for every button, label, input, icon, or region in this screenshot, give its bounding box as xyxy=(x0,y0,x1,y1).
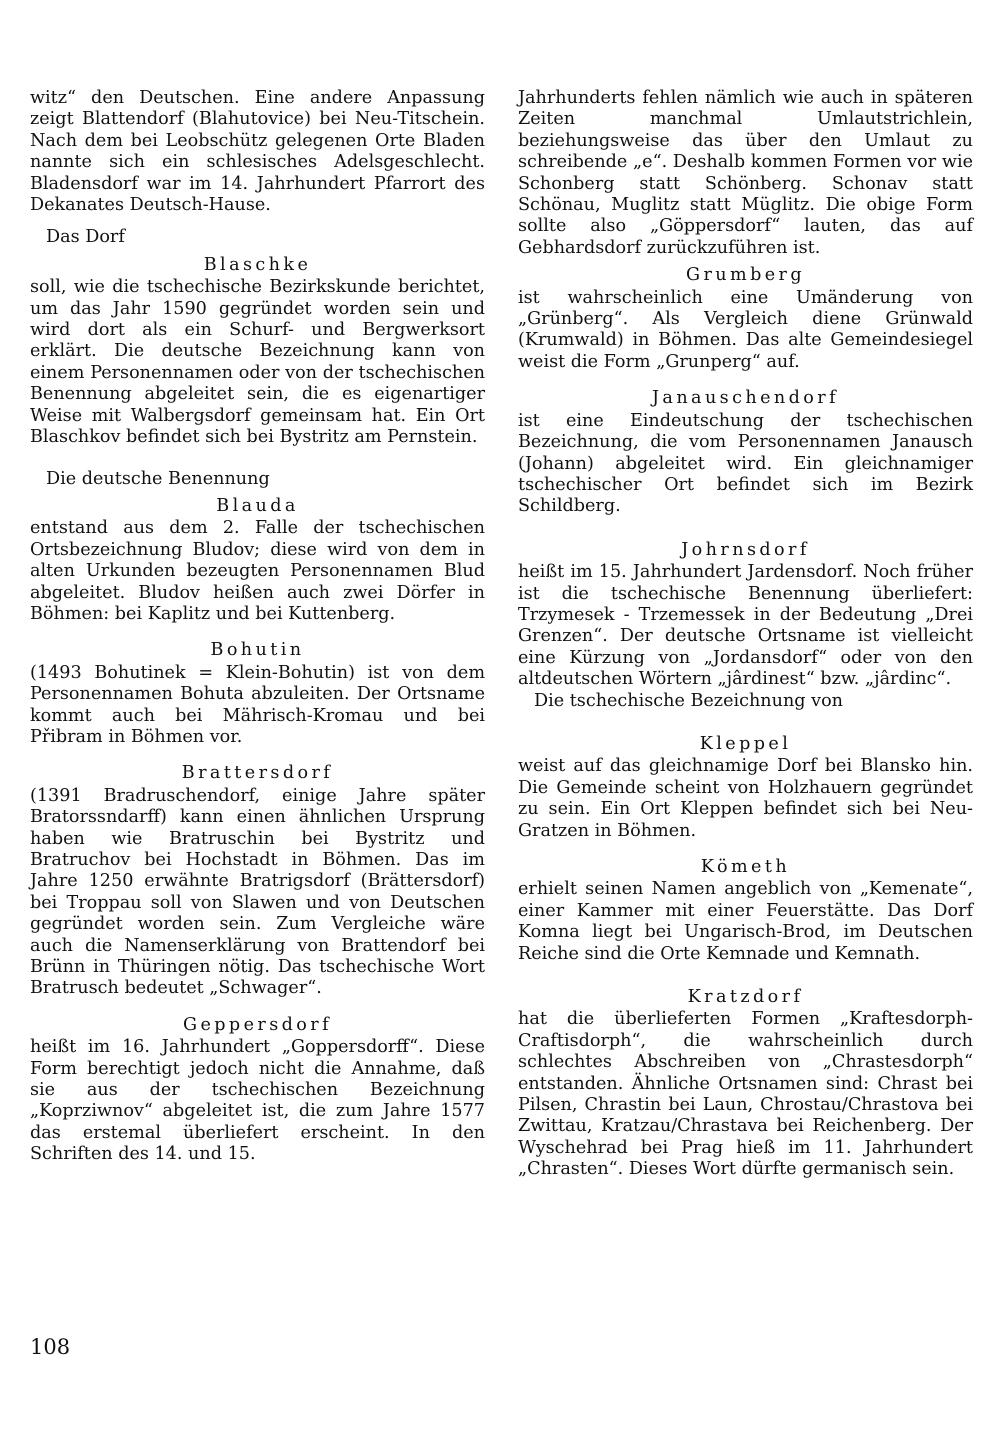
paragraph-kratzdorf: hat die überlieferten Formen „Kraftesdorph-Craftisdorph“, die wahrscheinlich durch schlechtes Abschreiben von „Chrastesdorph“ entstanden. Ähnliche Ortsnamen sind: Chrast bei Pilsen, Chrastin bei Laun, Chrostau/Chrastova bei Zwittau, Kratzau/Chrastava bei Reichenberg. Der Wyschehrad bei Prag hieß im 11. Jahrhundert „Chrasten“. Dieses Wort dürfte germanisch sein. xyxy=(518,1009,973,1180)
heading-blaschke: Blaschke xyxy=(203,254,312,275)
paragraph-johrnsdorf: heißt im 15. Jahrhundert Jardensdorf. Noch früher ist die tschechische Benennung überliefert: Trzymesek - Trzemessek in der Bedeutung „Drei Grenzen“. Der deutsche Ortsname ist vielleicht eine Kürzung von „Jordansdorf“ oder von den altdeutschen Wörtern „jârdinest“ bzw. „jârdinc“. xyxy=(518,562,973,690)
lead-kleppel: Die tschechische Bezeichnung von xyxy=(534,690,844,711)
paragraph-kleppel: weist auf das gleichnamige Dorf bei Blansko hin. Die Gemeinde scheint von Holzhauern gegründet zu sein. Ein Ort Kleppen befindet sich bei Neu-Gratzen in Böhmen. xyxy=(518,756,973,841)
paragraph-blauda: entstand aus dem 2. Falle der tschechischen Ortsbezeichnung Bludov; diese wird von dem in alten Urkunden bezeugten Personennamen Blud abgeleitet. Bludov heißen auch zwei Dörfer in Böhmen: bei Kaplitz und bei Kuttenberg. xyxy=(30,518,485,624)
heading-kometh: Kömeth xyxy=(700,857,791,877)
paragraph-blaschke: soll, wie die tschechische Bezirkskunde berichtet, um das Jahr 1590 gegründet worden sein und wird dort als ein Schurf- und Bergwerksort erklärt. Die deutsche Bezeichnung kann von einem Personennamen oder von der tschechischen Benennung abgeleitet sein, die es eigenartiger Weise mit Walbergsdorf gemeinsam hat. Ein Ort Blaschkov befindet sich bei Bystritz am Pernstein. xyxy=(30,277,485,448)
heading-johrnsdorf: Johrnsdorf xyxy=(681,539,810,560)
paragraph-grumberg: ist wahrscheinlich eine Umänderung von „Grünberg“. Als Vergleich diene Grünwald (Krumwald) in Böhmen. Das alte Gemeindesiegel weist die Form „Grunperg“ auf. xyxy=(518,287,973,372)
heading-bohutin: Bohutin xyxy=(210,640,305,661)
paragraph-bohutin: (1493 Bohutinek = Klein-Bohutin) ist von dem Personennamen Bohuta abzuleiten. Der Ortsname kommt auch bei Mährisch-Kromau und bei Přibram in Böhmen vor. xyxy=(30,662,485,747)
paragraph-intro-left: witz“ den Deutschen. Eine andere Anpassung zeigt Blattendorf (Blahutovice) bei Neu-Titschein. Nach dem bei Leobschütz gelegenen Orte Bladen nannte sich ein schlesisches Adelsgeschlecht. Bladensdorf war im 14. Jahrhundert Pfarrort des Dekanates Deutsch-Hause. xyxy=(30,88,485,216)
paragraph-geppersdorf: heißt im 16. Jahrhundert „Goppersdorff“. Diese Form berechtigt jedoch nicht die Annahme, daß sie aus der tschechischen Bezeichnung „Koprziwnov“ abgeleitet ist, die zum Jahre 1577 das erstemal überliefert erscheint. In den Schriften des 14. und 15. xyxy=(30,1037,485,1165)
heading-kratzdorf: Kratzdorf xyxy=(687,987,804,1008)
heading-blauda: Blauda xyxy=(216,495,299,516)
heading-grumberg: Grumberg xyxy=(685,265,806,286)
left-column xyxy=(30,88,485,1166)
lead-blaschke: Das Dorf xyxy=(46,227,125,248)
paragraph-kometh: erhielt seinen Namen angeblich von „Kemenate“, einer Kammer mit einer Feuerstätte. Das Dorf Komna liegt bei Ungarisch-Brod, im Deutschen Reiche sind die Orte Kemnade und Kemnath. xyxy=(518,879,973,964)
heading-geppersdorf: Geppersdorf xyxy=(182,1014,333,1035)
heading-janauschendorf: Janauschendorf xyxy=(651,388,840,409)
heading-brattersdorf: Brattersdorf xyxy=(181,763,334,784)
right-column xyxy=(518,88,973,1181)
paragraph-intro-right: Jahrhunderts fehlen nämlich wie auch in späteren Zeiten manchmal Umlautstrichlein, beziehungsweise das über den Umlaut zu schreibende „e“. Deshalb kommen Formen vor wie Schonberg statt Schönberg. Schonav statt Schönau, Muglitz statt Müglitz. Die obige Form sollte also „Göppersdorf“ lauten, das auf Gebhardsdorf zurückzuführen ist. xyxy=(518,88,973,258)
page-number: 108 xyxy=(30,1335,71,1359)
lead-blauda: Die deutsche Benennung xyxy=(46,468,270,489)
paragraph-janauschendorf: ist eine Eindeutschung der tschechischen Bezeichnung, die vom Personennamen Janausch (Johann) abgeleitet wird. Ein gleichnamiger tschechischer Ort befindet sich im Bezirk Schildberg. xyxy=(518,410,973,517)
paragraph-brattersdorf: (1391 Bradruschendorf, einige Jahre später Bratorssndarff) kann einen ähnlichen Ursprung haben wie Bratruschin bei Bystritz und Bratruchov bei Hochstadt in Böhmen. Das im Jahre 1250 erwähnte Bratrigsdorf (Brättersdorf) bei Troppau soll von Slawen und von Deutschen gegründet worden sein. Zum Vergleiche wäre auch die Namenserklärung von Brattendorf bei Brünn in Thüringen nötig. Das tschechische Wort Bratrusch bedeutet „Schwager“. xyxy=(30,785,485,999)
heading-kleppel: Kleppel xyxy=(699,733,792,754)
